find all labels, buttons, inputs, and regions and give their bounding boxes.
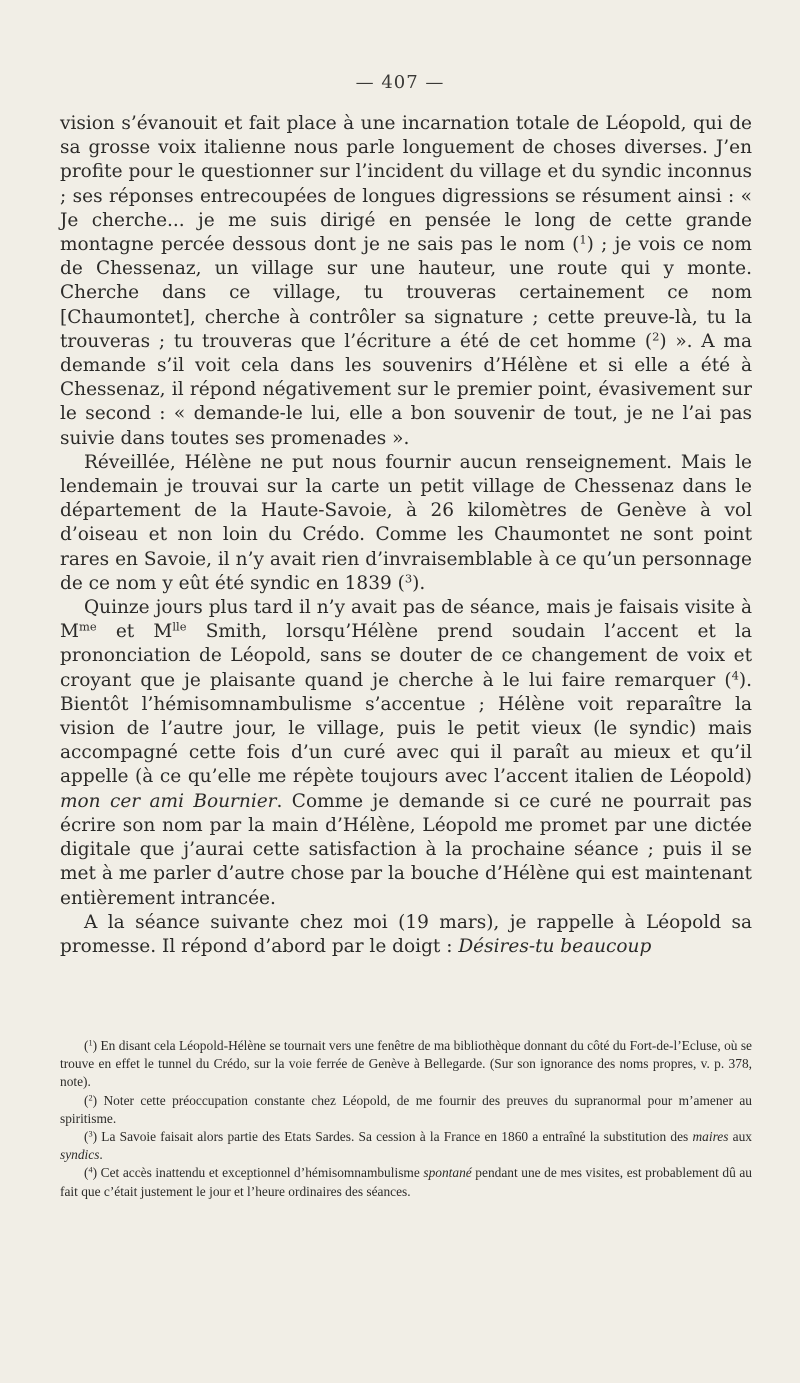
text-run: ) La Savoie faisait alors partie des Etats Sardes. Sa cession à la France en 1860 a entraîné la substitution des <box>92 1129 693 1145</box>
footnote-ref: 1 <box>579 232 587 247</box>
paragraph <box>60 596 752 911</box>
text-run: . <box>99 1147 103 1163</box>
footnote <box>60 1128 752 1164</box>
footnote-ref: 3 <box>404 571 413 586</box>
footnote-ref: 4 <box>731 668 739 683</box>
italic-text: mon cer ami Bournier <box>60 790 277 812</box>
italic-text: Désires-tu beaucoup <box>458 935 652 957</box>
text-run: pendant une de mes visites, est probablement dû au fait que c’était justement le jour et l’heure ordinaires des séances. <box>60 1165 752 1199</box>
text-run: ). <box>412 572 426 594</box>
footnote-ref: 3 <box>88 1129 93 1139</box>
footnotes <box>60 1037 752 1201</box>
footnote-ref: lle <box>172 619 187 634</box>
text-run: Smith, lorsqu’Hélène prend soudain l’accent et la prononciation de Léopold, sans se douter de ce changement de voix et croyant que je plaisante quand je cherche à le lui faire remarquer ( <box>60 621 752 691</box>
text-run: et M <box>96 621 173 643</box>
text-run: ( <box>84 1092 89 1108</box>
text-run: ) Cet accès inattendu et exceptionnel d’hémisomnambulisme <box>92 1165 424 1181</box>
text-run: ( <box>84 1038 89 1053</box>
text-run: ) ; je vois ce nom de Chessenaz, un village sur une hauteur, une route qui y monte. Cherche dans ce village, tu trouveras certainement ce nom [Chaumontet], cherche à contrôler sa signature ; cette preuve-là, tu la trouveras ; tu trouveras que l’écriture a été de cet homme ( <box>60 234 752 352</box>
text-run: . Comme je demande si ce curé ne pourrait pas écrire son nom par la main d’Hélène, Léopold me promet par une dictée digitale que j’aurai cette satisfaction à la prochaine séance ; puis il se met à me parler d’autre chose par la bouche d’Hélène qui est maintenant entièrement intrancée. <box>60 790 752 909</box>
text-run: A la séance suivante chez moi (19 mars), je rappelle à Léopold sa promesse. Il répond d’abord par le doigt : <box>60 911 752 957</box>
paragraph <box>60 911 752 959</box>
italic-text: spontané <box>423 1165 472 1181</box>
text-run: aux <box>728 1129 753 1145</box>
page-number: — 407 — <box>355 72 445 93</box>
text-run: Quinze jours plus tard il n’y avait pas de séance, mais je faisais visite à M <box>60 597 752 643</box>
text-run: ) En disant cela Léopold-Hélène se tournait vers une fenêtre de ma bibliothèque donnant du côté du Fort-de-l’Ecluse, où se trouve en effet le tunnel du Crédo, sur la voie ferrée de Genève à Bellegarde. (Sur son ignorance des noms propres, v. p. 378, note). <box>60 1038 752 1090</box>
text-run: ( <box>84 1129 89 1145</box>
main-text <box>60 112 752 959</box>
italic-text: maires <box>692 1129 729 1145</box>
footnote-ref: me <box>78 619 97 634</box>
footnote <box>60 1037 752 1092</box>
footnote-ref: 4 <box>88 1165 93 1175</box>
footnote-ref: 1 <box>88 1038 93 1048</box>
footnote-ref: 2 <box>88 1093 93 1103</box>
text-run: ) ». A ma demande s’il voit cela dans les souvenirs d’Hélène et si elle a été à Chessenaz, il répond négativement sur le premier point, évasivement sur le second : « demande-le lui, elle a bon souvenir de tout, je ne l’ai pas suivie dans toutes ses promenades ». <box>60 330 752 449</box>
italic-text: syndics <box>60 1147 100 1163</box>
text-run: vision s’évanouit et fait place à une incarnation totale de Léopold, qui de sa grosse voix italienne nous parle longuement de choses diverses. J’en profite pour le questionner sur l’incident du village et du syndic inconnus ; ses réponses entrecoupées de longues digressions se résument ainsi : « Je cherche... je me suis dirigé en pensée le long de cette grande montagne percée dessous dont je ne sais pas le nom ( <box>60 113 752 256</box>
footnote <box>60 1164 752 1200</box>
paragraph <box>60 112 752 451</box>
paragraph <box>60 451 752 596</box>
text-run: ) Noter cette préoccupation constante chez Léopold, de me fournir des preuves du supranormal pour m’amener au spiritisme. <box>60 1092 752 1126</box>
text-run: ). Bientôt l’hémisomnambulisme s’accentue ; Hélène voit reparaître la vision de l’autre jour, le village, puis le petit vieux (le syndic) mais accompagné cette fois d’un curé avec qui il paraît au mieux et qu’il appelle (à ce qu’elle me répète toujours avec l’accent italien de Léopold) <box>60 669 752 788</box>
text-run: ( <box>84 1165 89 1181</box>
footnote <box>60 1092 752 1128</box>
text-run: Réveillée, Hélène ne put nous fournir aucun renseignement. Mais le lendemain je trouvai sur la carte un petit village de Chessenaz dans le département de la Haute-Savoie, à 26 kilomètres de Genève à vol d’oiseau et non loin du Crédo. Comme les Chaumontet ne sont point rares en Savoie, il n’y avait rien d’invraisemblable à ce qu’un personnage de ce nom y eût été syndic en 1839 ( <box>60 451 752 594</box>
footnote-ref: 2 <box>652 329 660 344</box>
